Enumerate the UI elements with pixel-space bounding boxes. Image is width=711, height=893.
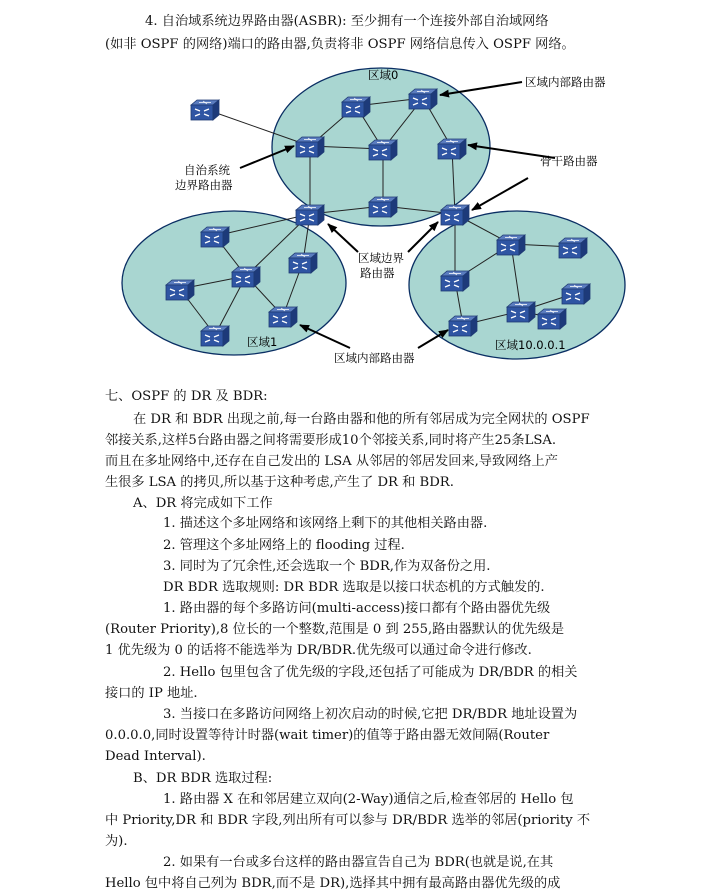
- s7-p1-line-1: 在 DR 和 BDR 出现之前,每一台路由器和他的所有邻居成为完全网状的 OSPF: [133, 412, 590, 427]
- ospf-area-diagram: [0, 0, 711, 380]
- s7-a-item-3: 3. 同时为了冗余性,还会选取一个 BDR,作为双备份之用.: [163, 559, 491, 574]
- s7-rule-1-line-2: (Router Priority),8 位长的一个整数,范围是 0 到 255,路由器默认的优先级是: [105, 622, 565, 637]
- s7-sub-b: B、DR BDR 选取过程:: [133, 771, 273, 786]
- router-area10-c: [441, 271, 469, 291]
- backbone-router-label: 骨干路由器: [540, 154, 598, 168]
- area-10-label: 区域10.0.0.1: [495, 338, 566, 352]
- router-abr-right: [441, 205, 469, 225]
- internal-router-label-top: 区域内部路由器: [525, 75, 606, 89]
- router-area10-internal: [449, 316, 477, 336]
- asbr-label-line-1: 自治系统: [184, 163, 230, 177]
- asbr-label-line-2: 边界路由器: [175, 178, 233, 192]
- router-area10-d: [562, 284, 590, 304]
- router-asbr: [296, 137, 324, 157]
- router-area1-c: [289, 253, 317, 273]
- router-abr-left: [296, 205, 324, 225]
- s7-b-item-1-line-1: 1. 路由器 X 在和邻居建立双向(2-Way)通信之后,检查邻居的 Hello 包: [163, 792, 574, 807]
- router-area0-a: [342, 97, 370, 117]
- router-area1-d: [166, 280, 194, 300]
- s7-b-item-1-line-2: 中 Priority,DR 和 BDR 字段,列出所有可以参与 DR/BDR 选举的邻居(priority 不: [105, 813, 591, 828]
- intro-line-1: 4. 自治域系统边界路由器(ASBR): 至少拥有一个连接外部自治域网络: [145, 14, 549, 29]
- router-area10-e: [507, 302, 535, 322]
- router-area10-a: [497, 235, 525, 255]
- router-area1-a: [201, 227, 229, 247]
- router-area1-internal: [269, 307, 297, 327]
- area-1-label: 区域1: [247, 335, 278, 349]
- s7-rule-3-line-3: Dead Interval).: [105, 749, 206, 764]
- s7-p1-line-3: 而且在多址网络中,还存在自己发出的 LSA 从邻居的邻居发回来,导致网络上产: [105, 454, 558, 469]
- router-area0-bottom: [369, 197, 397, 217]
- s7-a-item-1: 1. 描述这个多址网络和该网络上剩下的其他相关路由器.: [163, 516, 488, 531]
- section-7-heading: 七、OSPF 的 DR 及 BDR:: [105, 389, 268, 404]
- s7-b-item-2-line-2: Hello 包中将自己列为 BDR,而不是 DR),选择其中拥有最高路由器优先级的成: [105, 876, 561, 891]
- router-area0-right: [438, 139, 466, 159]
- s7-sub-a: A、DR 将完成如下工作: [133, 496, 273, 511]
- router-area10-b: [559, 238, 587, 258]
- s7-rule-2-line-2: 接口的 IP 地址.: [105, 686, 198, 701]
- intro-line-2: (如非 OSPF 的网络)端口的路由器,负责将非 OSPF 网络信息传入 OSPF 网络。: [105, 37, 575, 52]
- abr-label-line-2: 路由器: [360, 266, 395, 280]
- internal-router-label-bottom: 区域内部路由器: [334, 351, 415, 365]
- router-asbr-external: [191, 100, 219, 120]
- s7-b-item-2-line-1: 2. 如果有一台或多台这样的路由器宣告自己为 BDR(也就是说,在其: [163, 855, 554, 870]
- s7-rule-3-line-1: 3. 当接口在多路访问网络上初次启动的时候,它把 DR/BDR 地址设置为: [163, 707, 578, 722]
- s7-rule-1-line-3: 1 优先级为 0 的话将不能选举为 DR/BDR.优先级可以通过命令进行修改.: [105, 643, 532, 658]
- router-area0-center: [369, 140, 397, 160]
- s7-a-item-2: 2. 管理这个多址网络上的 flooding 过程.: [163, 538, 405, 553]
- s7-election-rule: DR BDR 选取规则: DR BDR 选取是以接口状态机的方式触发的.: [163, 580, 545, 595]
- router-area0-internal: [409, 89, 437, 109]
- s7-p1-line-4: 生很多 LSA 的拷贝,所以基于这种考虑,产生了 DR 和 BDR.: [105, 475, 454, 490]
- s7-b-item-1-line-3: 为).: [105, 834, 128, 849]
- abr-label-line-1: 区域边界: [358, 251, 404, 265]
- s7-rule-3-line-2: 0.0.0.0,同时设置等待计时器(wait timer)的值等于路由器无效间隔(Router: [105, 728, 550, 743]
- s7-rule-2-line-1: 2. Hello 包里包含了优先级的字段,还包括了可能成为 DR/BDR 的相关: [163, 665, 578, 680]
- router-area10-f: [538, 309, 566, 329]
- router-area1-b: [232, 267, 260, 287]
- s7-rule-1-line-1: 1. 路由器的每个多路访问(multi-access)接口都有个路由器优先级: [163, 601, 551, 616]
- area-0-label: 区域0: [368, 68, 399, 82]
- router-area1-e: [201, 326, 229, 346]
- s7-p1-line-2: 邻接关系,这样5台路由器之间将需要形成10个邻接关系,同时将产生25条LSA.: [105, 433, 557, 448]
